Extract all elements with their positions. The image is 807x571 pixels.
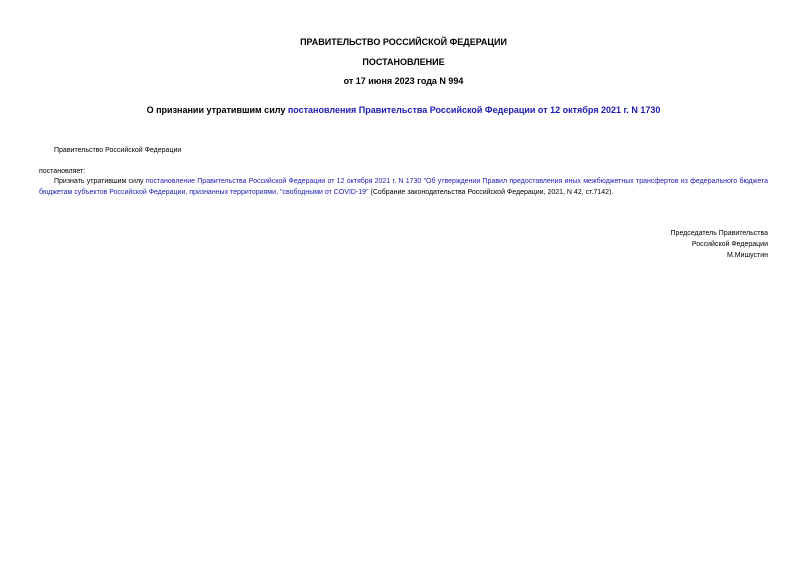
paragraph-suffix: (Собрание законодательства Российской Федерации, 2021, N 42, ст.7142). (368, 189, 614, 196)
subject-link[interactable]: постановления Правительства Российской Федерации от 12 октября 2021 г. N 1730 (287, 105, 661, 115)
body-paragraph (39, 176, 768, 198)
paragraph-prefix: Признать утратившим силу (54, 178, 146, 185)
signature-org: Российской Федерации (691, 241, 768, 248)
signature-name: М.Мишустин (726, 252, 768, 259)
subject-prefix: О признании утратившим силу (146, 105, 288, 115)
document-type: ПОСТАНОВЛЕНИЕ (362, 57, 445, 67)
preamble: Правительство Российской Федерации (54, 147, 182, 154)
signature-title: Председатель Правительства (670, 230, 768, 237)
paragraph-link[interactable]: постановление Правительства Российской Федерации от 12 октября 2021 г. N 1730 "Об утверждении Правил предоставления иных межбюджетных трансфертов из федерального бюджета бюджетам субъектов Российской Федерации, признанных территориями, "свободными от COVID-19" (39, 178, 769, 196)
document-subject (0, 104, 807, 116)
decrees-word: постановляет: (39, 168, 86, 175)
signature-block (671, 228, 768, 261)
document-date-number: от 17 июня 2023 года N 994 (343, 76, 464, 86)
issuing-authority: ПРАВИТЕЛЬСТВО РОССИЙСКОЙ ФЕДЕРАЦИИ (300, 37, 507, 47)
